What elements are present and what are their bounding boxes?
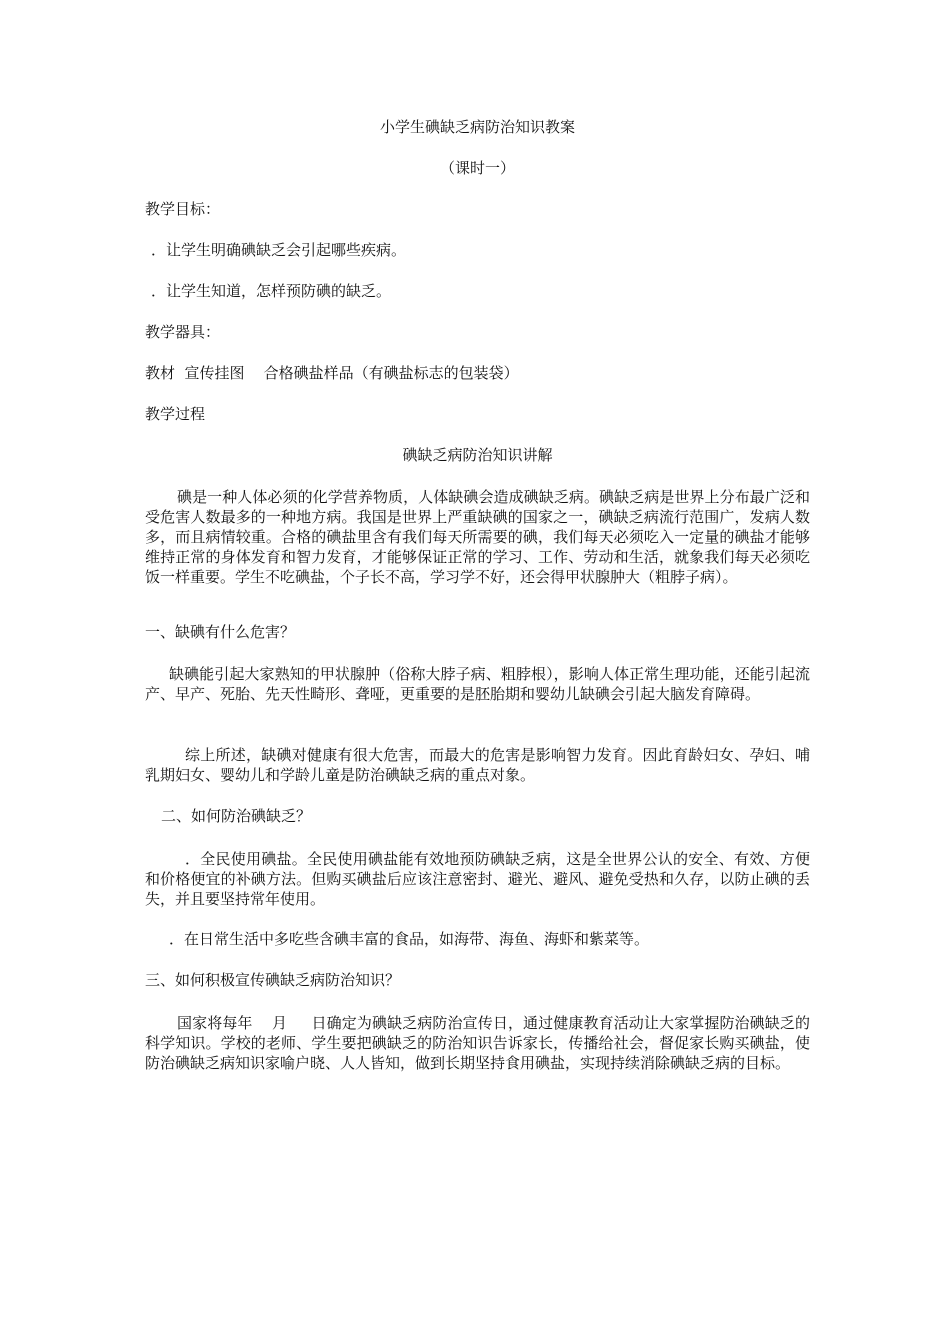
question-2-heading: 二、如何防治碘缺乏？ — [161, 807, 312, 825]
goals-heading: 教学目标： — [145, 200, 221, 218]
question-2-paragraph-2: ．在日常生活中多吃些含碘丰富的食品，如海带、海鱼、海虾和紫菜等。 — [169, 930, 650, 948]
question-3-heading: 三、如何积极宣传碘缺乏病防治知识？ — [145, 971, 401, 989]
tools-heading: 教学器具： — [145, 323, 221, 341]
question-3-paragraph: 国家将每年 月 日确定为碘缺乏病防治宣传日，通过健康教育活动让大家掌握防治碘缺乏的科学知识。学校的老师、学生要把碘缺乏的防治知识告诉家长，传播给社会，督促家长购买碘盐，使防治碘缺乏病知识家喻户晓、人人皆知，做到长期坚持食用碘盐，实现持续消除碘缺乏病的目标。 — [145, 1014, 810, 1072]
tools-text: 教材 宣传挂图 合格碘盐样品（有碘盐标志的包装袋） — [145, 364, 519, 382]
document-subtitle: （课时一） — [439, 159, 515, 177]
goal-item-2: ．让学生知道，怎样预防碘的缺乏。 — [151, 282, 392, 300]
document-title: 小学生碘缺乏病防治知识教案 — [379, 118, 575, 136]
question-1-paragraph-1: 缺碘能引起大家熟知的甲状腺肿（俗称大脖子病、粗脖根），影响人体正常生理功能，还能引起流产、早产、死胎、先天性畸形、聋哑，更重要的是胚胎期和婴幼儿缺碘会引起大脑发育障碍。 — [145, 665, 810, 703]
goal-item-1: ．让学生明确碘缺乏会引起哪些疾病。 — [151, 241, 407, 259]
document-page — [145, 0, 810, 1344]
intro-paragraph: 碘是一种人体必须的化学营养物质，人体缺碘会造成碘缺乏病。碘缺乏病是世界上分布最广泛和受危害人数最多的一种地方病。我国是世界上严重缺碘的国家之一，碘缺乏病流行范围广，发病人数多，而且病情较重。合格的碘盐里含有我们每天所需要的碘，我们每天必须吃入一定量的碘盐才能够维持正常的身体发育和智力发育，才能够保证正常的学习、工作、劳动和生活，就象我们每天必须吃饭一样重要。学生不吃碘盐，个子长不高，学习学不好，还会得甲状腺肿大（粗脖子病）。 — [145, 488, 810, 586]
question-2-paragraph-1: ．全民使用碘盐。全民使用碘盐能有效地预防碘缺乏病，这是全世界公认的安全、有效、方便和价格便宜的补碘方法。但购买碘盐后应该注意密封、避光、避风、避免受热和久存，以防止碘的丢失，并且要坚持常年使用。 — [145, 850, 810, 908]
section-title: 碘缺乏病防治知识讲解 — [402, 446, 553, 464]
question-1-heading: 一、缺碘有什么危害？ — [145, 623, 296, 641]
question-1-paragraph-2: 综上所述，缺碘对健康有很大危害，而最大的危害是影响智力发育。因此育龄妇女、孕妇、哺乳期妇女、婴幼儿和学龄儿童是防治碘缺乏病的重点对象。 — [145, 746, 810, 784]
process-heading: 教学过程 — [145, 405, 206, 423]
